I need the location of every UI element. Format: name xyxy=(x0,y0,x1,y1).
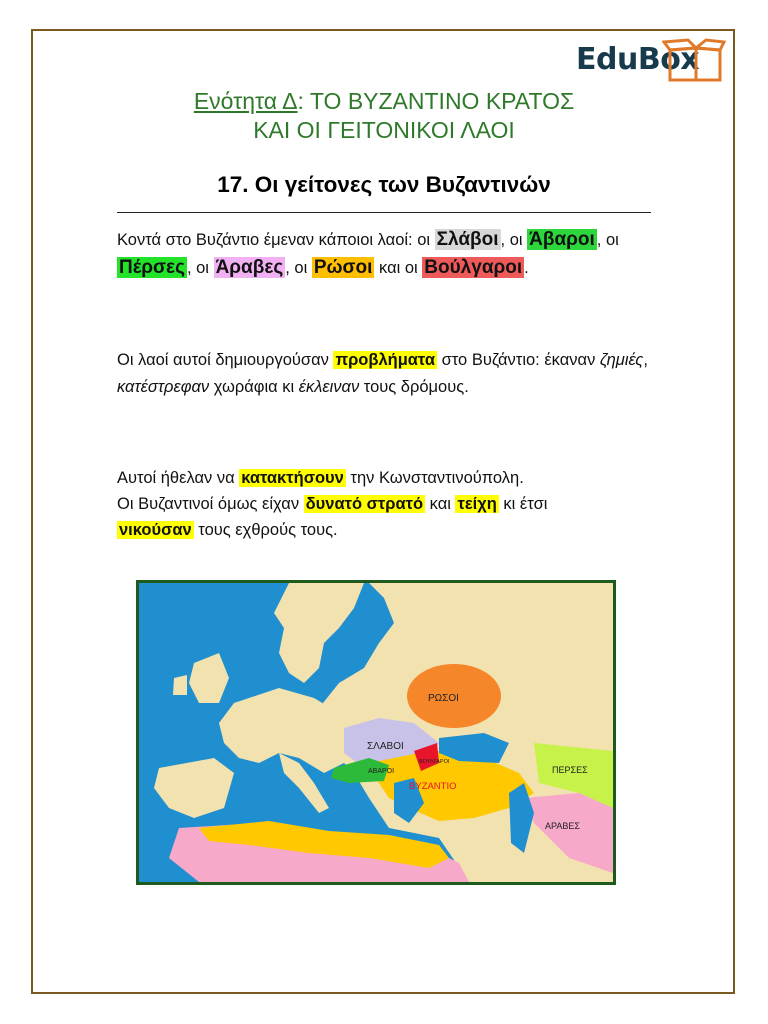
italic-closed: έκλειναν xyxy=(298,378,360,396)
label-byzantium: ΒΥΖΑΝΤΙΟ xyxy=(409,781,457,792)
text: , οι xyxy=(285,259,312,277)
paragraph-problems xyxy=(117,347,657,401)
text: , οι xyxy=(596,231,619,249)
paragraph-defence xyxy=(117,465,657,543)
label-persians: ΠΕΡΣΕΣ xyxy=(552,765,588,775)
unit-subtitle: ΚΑΙ ΟΙ ΓΕΙΤΟΝΙΚΟΙ ΛΑΟΙ xyxy=(253,117,515,143)
highlight-conquer: κατακτήσουν xyxy=(241,469,344,487)
text: τους εχθρούς τους. xyxy=(193,521,338,539)
highlight-avars: Άβαροι xyxy=(529,229,595,250)
italic-destroyed: κατέστρεφαν xyxy=(117,378,210,396)
text: κι έτσι xyxy=(498,495,548,513)
text: και xyxy=(425,495,456,513)
text: και οι xyxy=(374,259,423,277)
text: Κοντά στο Βυζάντιο έμεναν κάποιοι λαοί: οι xyxy=(117,231,435,249)
land-ireland xyxy=(173,675,187,695)
text: την Κωνσταντινούπολη. xyxy=(345,469,524,487)
label-slavs: ΣΛΑΒΟΙ xyxy=(367,741,404,752)
highlight-bulgars: Βούλγαροι xyxy=(424,257,523,278)
text: τους δρόμους. xyxy=(359,378,469,396)
label-bulgars: ΒΟΥΛΓΑΡΟΙ xyxy=(419,759,450,765)
unit-title xyxy=(0,88,768,115)
highlight-russians: Ρώσοι xyxy=(313,257,373,278)
label-avars: ΑΒΑΡΟΙ xyxy=(368,768,395,775)
lesson-title: 17. Οι γείτονες των Βυζαντινών xyxy=(217,172,551,197)
text: στο Βυζάντιο: έκαναν xyxy=(437,351,600,369)
box-icon xyxy=(662,38,726,82)
unit-label: Ενότητα Δ xyxy=(193,88,298,114)
highlight-army: δυνατό στρατό xyxy=(305,495,424,513)
highlight-persians: Πέρσες xyxy=(119,257,185,278)
text: Οι λαοί αυτοί δημιουργούσαν xyxy=(117,351,334,369)
highlight-won: νικούσαν xyxy=(119,521,192,539)
label-russians: ΡΩΣΟΙ xyxy=(428,693,459,704)
text: . xyxy=(524,259,529,277)
map-neighbours xyxy=(136,580,616,885)
paragraph-neighbours xyxy=(117,226,657,282)
highlight-problems: προβλήματα xyxy=(335,351,435,369)
italic-damages: ζημιές xyxy=(599,351,644,369)
title-divider xyxy=(117,212,651,213)
text: Οι Βυζαντινοί όμως είχαν xyxy=(117,495,304,513)
map-svg xyxy=(139,583,613,882)
highlight-walls: τείχη xyxy=(457,495,497,513)
text: Αυτοί ήθελαν να xyxy=(117,469,240,487)
text: , οι xyxy=(500,231,528,249)
unit-title-rest: : ΤΟ ΒΥΖΑΝΤΙΝΟ ΚΡΑΤΟΣ xyxy=(297,88,575,114)
text: , xyxy=(643,351,648,369)
highlight-slavs: Σλάβοι xyxy=(436,229,499,250)
label-arabs: ΑΡΑΒΕΣ xyxy=(545,821,580,831)
highlight-arabs: Άραβες xyxy=(215,257,284,278)
logo-text: EduBox xyxy=(576,42,700,77)
text: , οι xyxy=(186,259,214,277)
edubox-logo xyxy=(576,38,728,84)
text: χωράφια κι xyxy=(209,378,299,396)
